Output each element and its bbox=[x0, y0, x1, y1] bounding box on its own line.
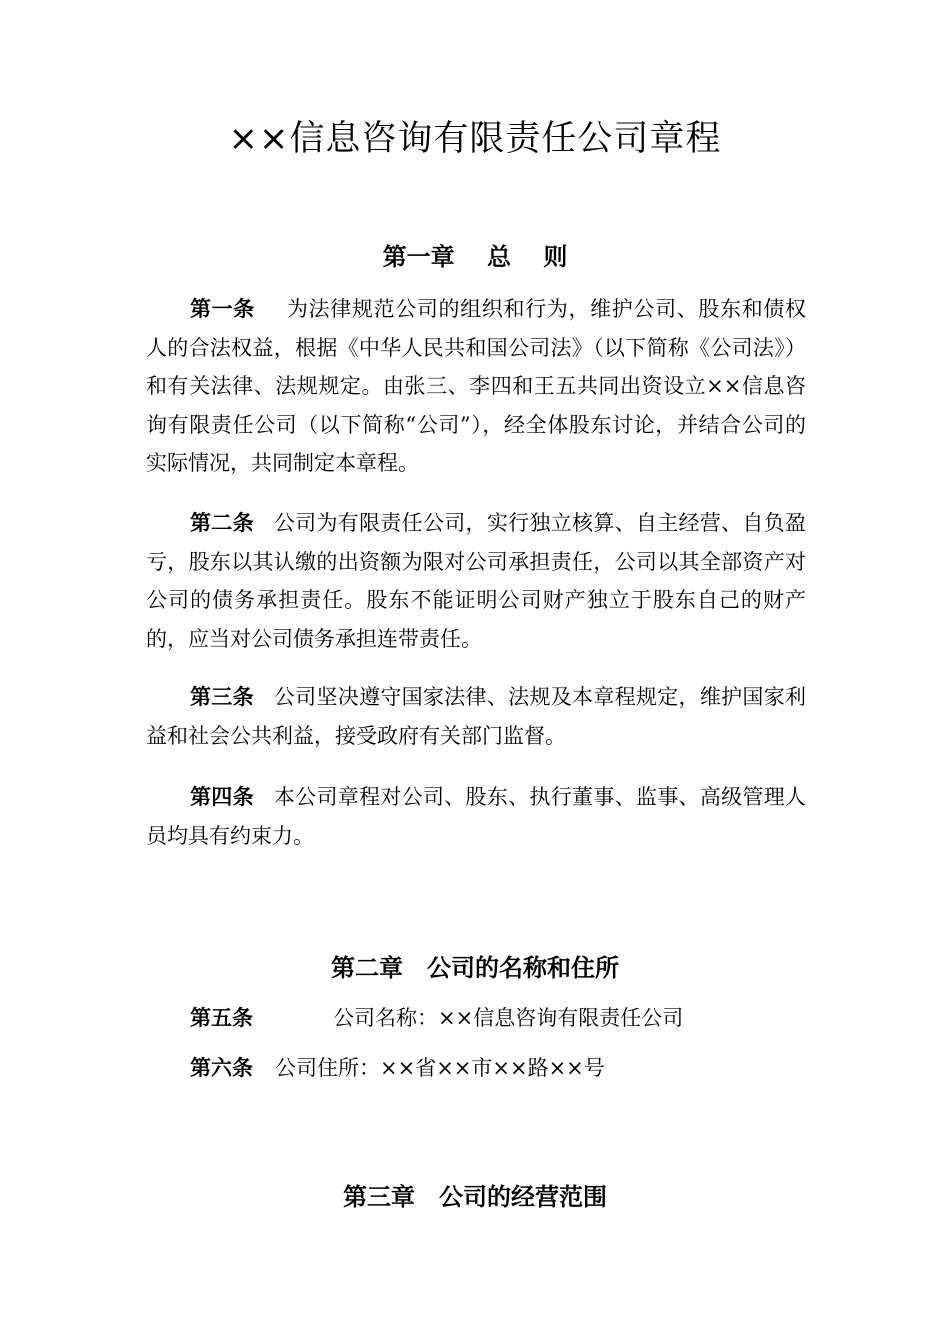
document-title: ××信息咨询有限责任公司章程 bbox=[228, 119, 722, 159]
article-1-text: 为法律规范公司的组织和行为，维护公司、股东和债权人的合法权益，根据《中华人民共和国公司法》（以下简称《公司法》）和有关法律、法规规定。由张三、李四和王五共同出资设立××信息咨询有限责任公司（以下简称“公司”），经全体股东讨论，并结合公司的实际情况，共同制定本章程。 bbox=[146, 297, 807, 475]
article-2 bbox=[146, 504, 806, 658]
article-4-number: 第四条 bbox=[190, 785, 254, 809]
article-6-text: 公司住所：××省××市××路××号 bbox=[275, 1056, 605, 1080]
article-2-text: 公司为有限责任公司，实行独立核算、自主经营、自负盈亏，股东以其认缴的出资额为限对公司承担责任，公司以其全部资产对公司的债务承担责任。股东不能证明公司财产独立于股东自己的财产的，应当对公司债务承担连带责任。 bbox=[146, 511, 806, 651]
article-3-number: 第三条 bbox=[190, 685, 254, 709]
article-1 bbox=[146, 290, 806, 483]
article-4 bbox=[146, 778, 806, 855]
chapter-3-heading: 第三章 公司的经营范围 bbox=[343, 1183, 607, 1211]
article-1-number: 第一条 bbox=[190, 297, 255, 321]
article-5-number: 第五条 bbox=[190, 1006, 253, 1030]
article-2-number: 第二条 bbox=[190, 511, 254, 535]
chapter-1-heading: 第一章 总 则 bbox=[382, 243, 568, 271]
article-6 bbox=[190, 1049, 605, 1087]
article-3-text: 公司坚决遵守国家法律、法规及本章程规定，维护国家利益和社会公共利益，接受政府有关部门监督。 bbox=[146, 685, 806, 748]
chapter-2-heading: 第二章 公司的名称和住所 bbox=[331, 954, 619, 982]
article-3 bbox=[146, 678, 806, 755]
article-4-text: 本公司章程对公司、股东、执行董事、监事、高级管理人员均具有约束力。 bbox=[146, 785, 806, 848]
article-6-number: 第六条 bbox=[190, 1056, 253, 1080]
article-5-text: 公司名称：××信息咨询有限责任公司 bbox=[333, 1006, 684, 1030]
article-5 bbox=[190, 999, 683, 1037]
